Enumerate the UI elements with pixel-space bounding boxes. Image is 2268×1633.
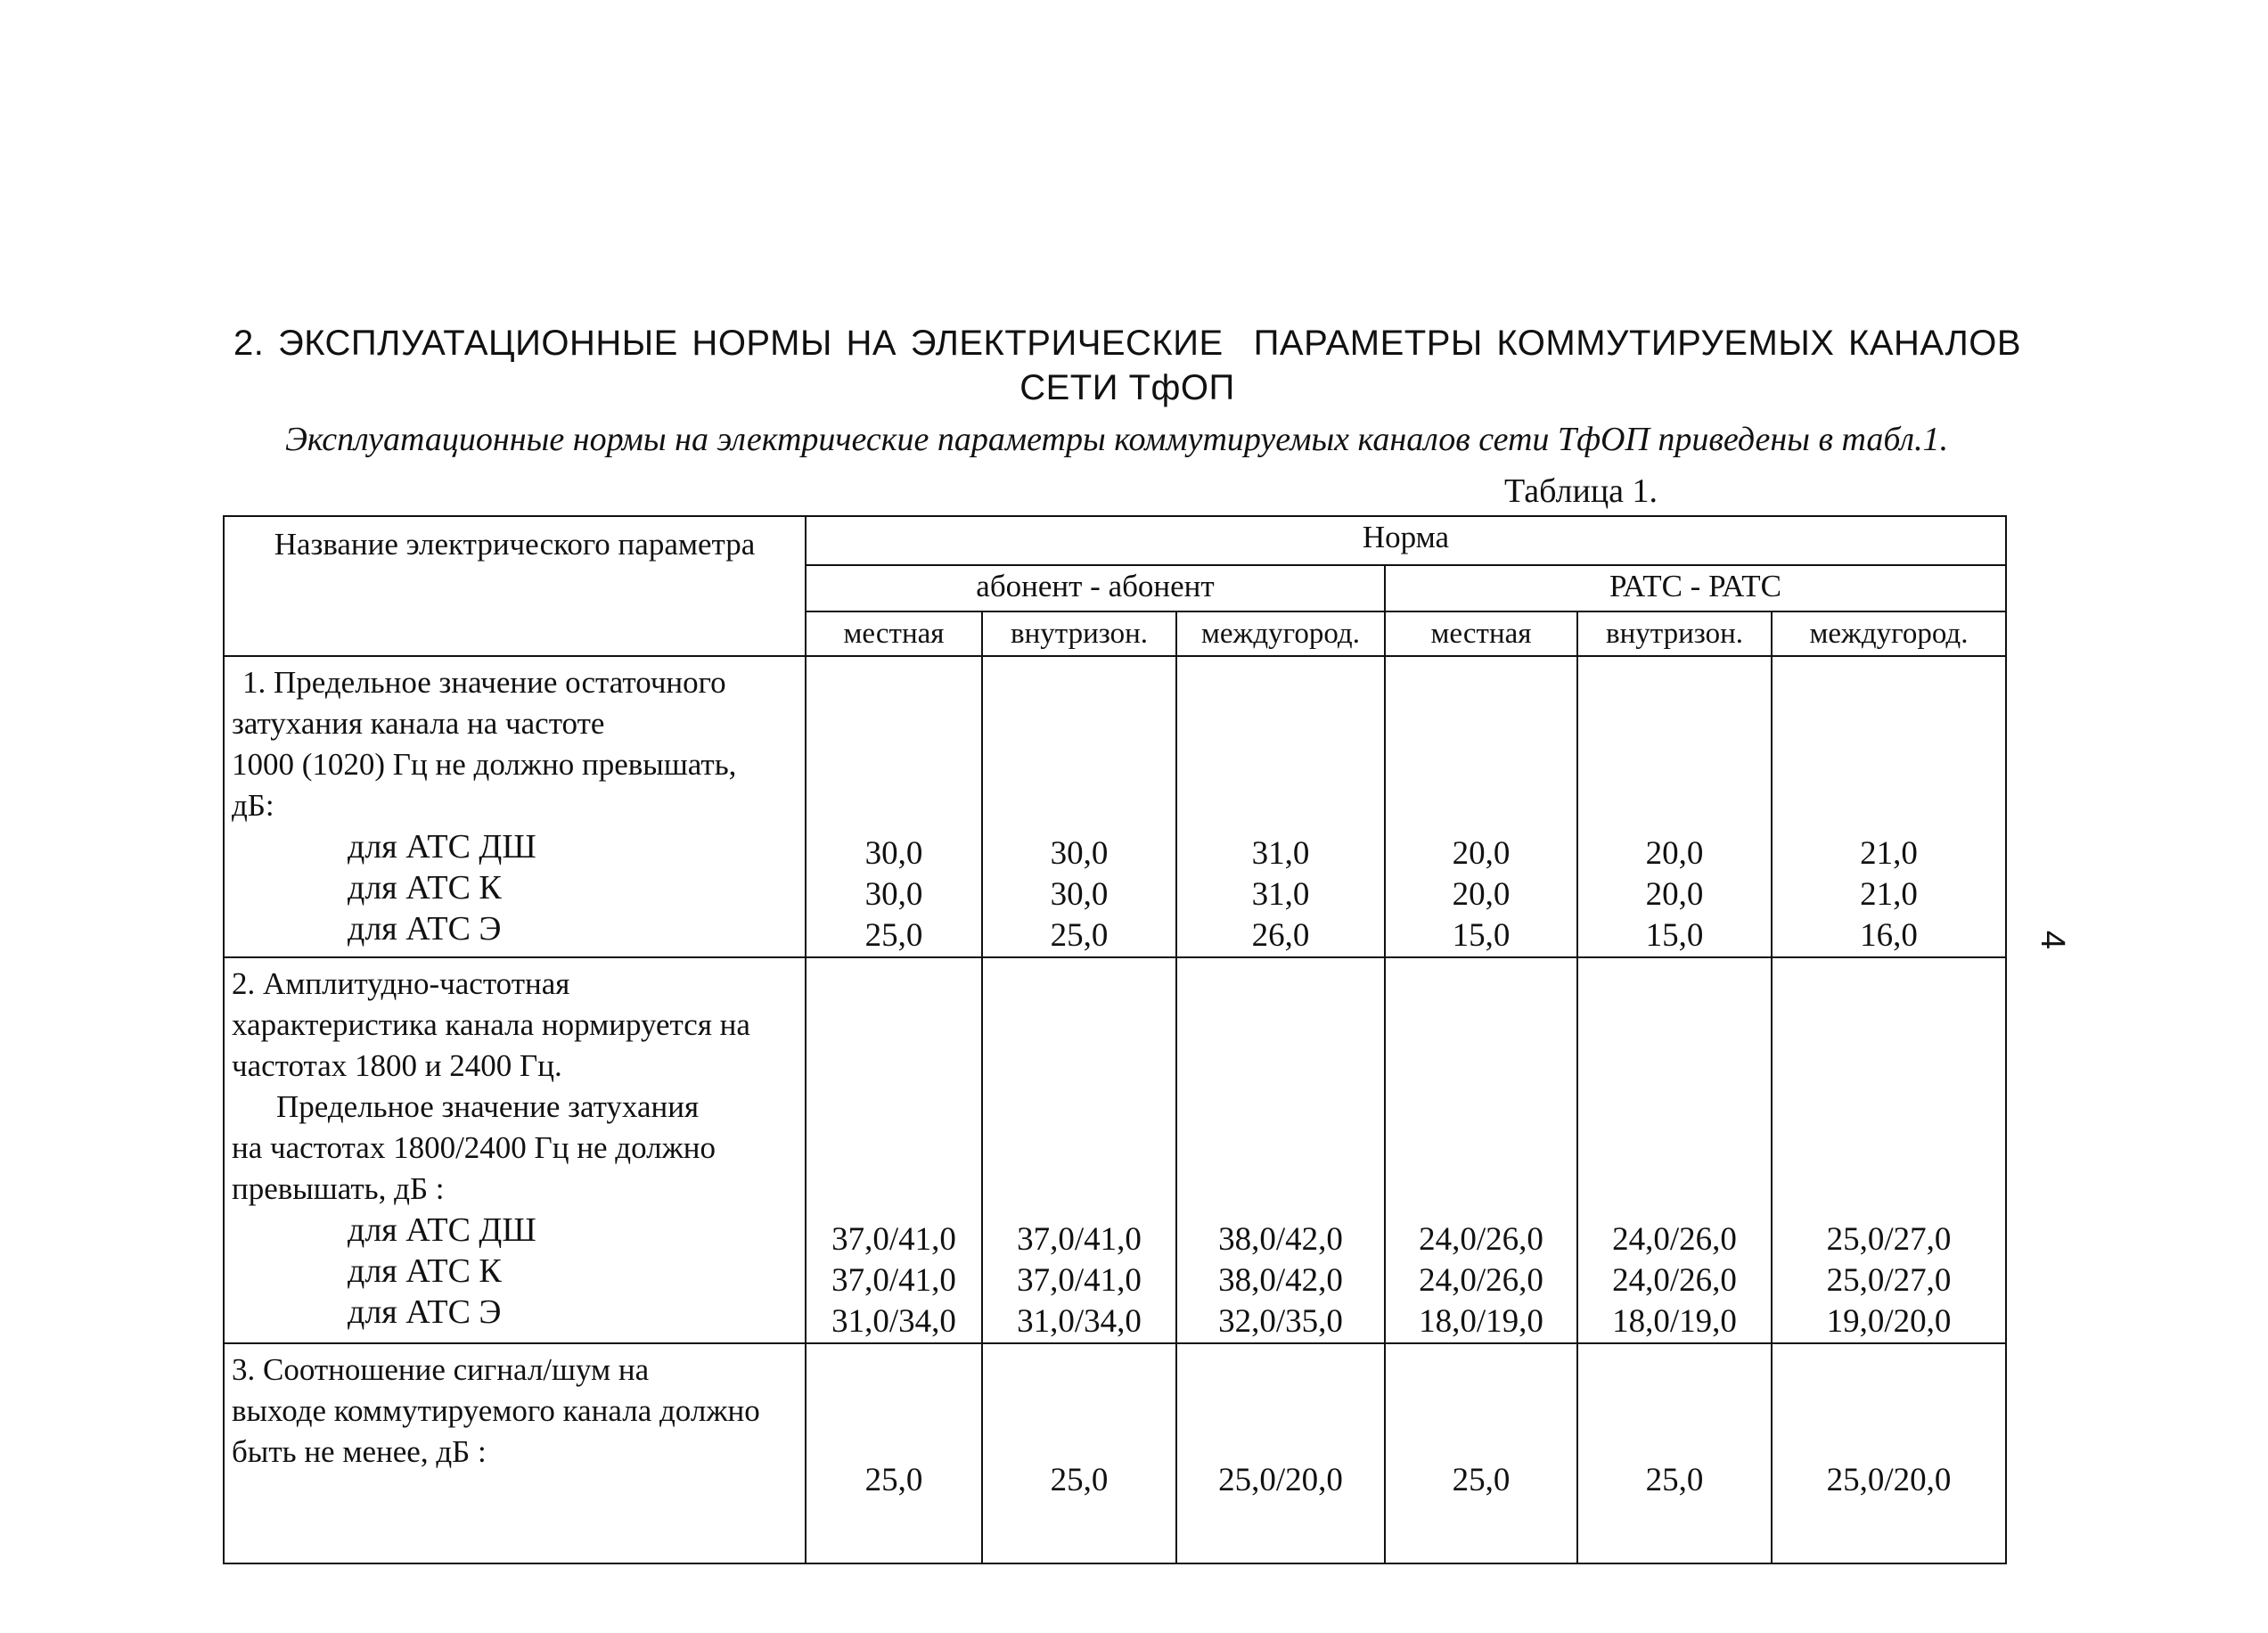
subheader-local-1: местная — [806, 611, 982, 656]
value-cell: 25,0/27,0 25,0/27,0 19,0/20,0 — [1772, 957, 2006, 1343]
header-norm: Норма — [806, 516, 2006, 565]
subheader-local-2: местная — [1385, 611, 1577, 656]
table-row — [224, 656, 2006, 957]
header-group-subscriber: абонент - абонент — [806, 565, 1385, 611]
table-caption: Таблица 1. — [1504, 472, 1658, 510]
heading-line-2: СЕТИ ТфОП — [1019, 368, 1235, 407]
norms-table — [223, 515, 2007, 1564]
value-cell: 37,0/41,0 37,0/41,0 31,0/34,0 — [982, 957, 1176, 1343]
value-cell: 20,0 20,0 15,0 — [1577, 656, 1772, 957]
value-cell: 38,0/42,0 38,0/42,0 32,0/35,0 — [1176, 957, 1385, 1343]
value-cell: 25,0/20,0 — [1772, 1343, 2006, 1563]
table-row — [224, 957, 2006, 1343]
heading-line-1: 2. ЭКСПЛУАТАЦИОННЫЕ НОРМЫ НА ЭЛЕКТРИЧЕСКИЕ ПАРАМЕТРЫ КОММУТИРУЕМЫХ КАНАЛОВ — [233, 324, 2022, 363]
value-cell: 25,0 — [806, 1343, 982, 1563]
param-description: 1. Предельное значение остаточного затухания канала на частоте 1000 (1020) Гц не должно превышать, дБ: для АТС ДШ для АТС К для АТС Э — [224, 656, 806, 957]
param-description: 3. Соотношение сигнал/шум на выходе коммутируемого канала должно быть не менее, дБ : — [224, 1343, 806, 1563]
subheader-intrazone-2: внутризон. — [1577, 611, 1772, 656]
header-group-ratc: РАТС - РАТС — [1385, 565, 2006, 611]
value-cell: 31,0 31,0 26,0 — [1176, 656, 1385, 957]
value-cell: 25,0 — [1577, 1343, 1772, 1563]
value-cell: 21,0 21,0 16,0 — [1772, 656, 2006, 957]
subheader-intrazone-1: внутризон. — [982, 611, 1176, 656]
value-cell: 30,0 30,0 25,0 — [806, 656, 982, 957]
param-description: 2. Амплитудно-частотная характеристика канала нормируется на частотах 1800 и 2400 Гц. Предельное значение затухания на частотах 1800/2400 Гц не должно превышать, дБ : для АТС ДШ для АТС К для АТС Э — [224, 957, 806, 1343]
header-param-name: Название электрического параметра — [224, 516, 806, 656]
subheader-longdistance-2: междугород. — [1772, 611, 2006, 656]
value-cell: 20,0 20,0 15,0 — [1385, 656, 1577, 957]
table-row — [224, 1343, 2006, 1563]
value-cell: 24,0/26,0 24,0/26,0 18,0/19,0 — [1577, 957, 1772, 1343]
value-cell: 25,0 — [1385, 1343, 1577, 1563]
section-heading — [223, 321, 2032, 410]
value-cell: 30,0 30,0 25,0 — [982, 656, 1176, 957]
value-cell: 25,0 — [982, 1343, 1176, 1563]
value-cell: 37,0/41,0 37,0/41,0 31,0/34,0 — [806, 957, 982, 1343]
intro-paragraph: Эксплуатационные нормы на электрические параметры коммутируемых каналов сети ТфОП приведены в табл.1. — [285, 421, 1949, 458]
value-cell: 25,0/20,0 — [1176, 1343, 1385, 1563]
value-cell: 24,0/26,0 24,0/26,0 18,0/19,0 — [1385, 957, 1577, 1343]
subheader-longdistance-1: междугород. — [1176, 611, 1385, 656]
page-number: 4 — [2034, 930, 2072, 950]
